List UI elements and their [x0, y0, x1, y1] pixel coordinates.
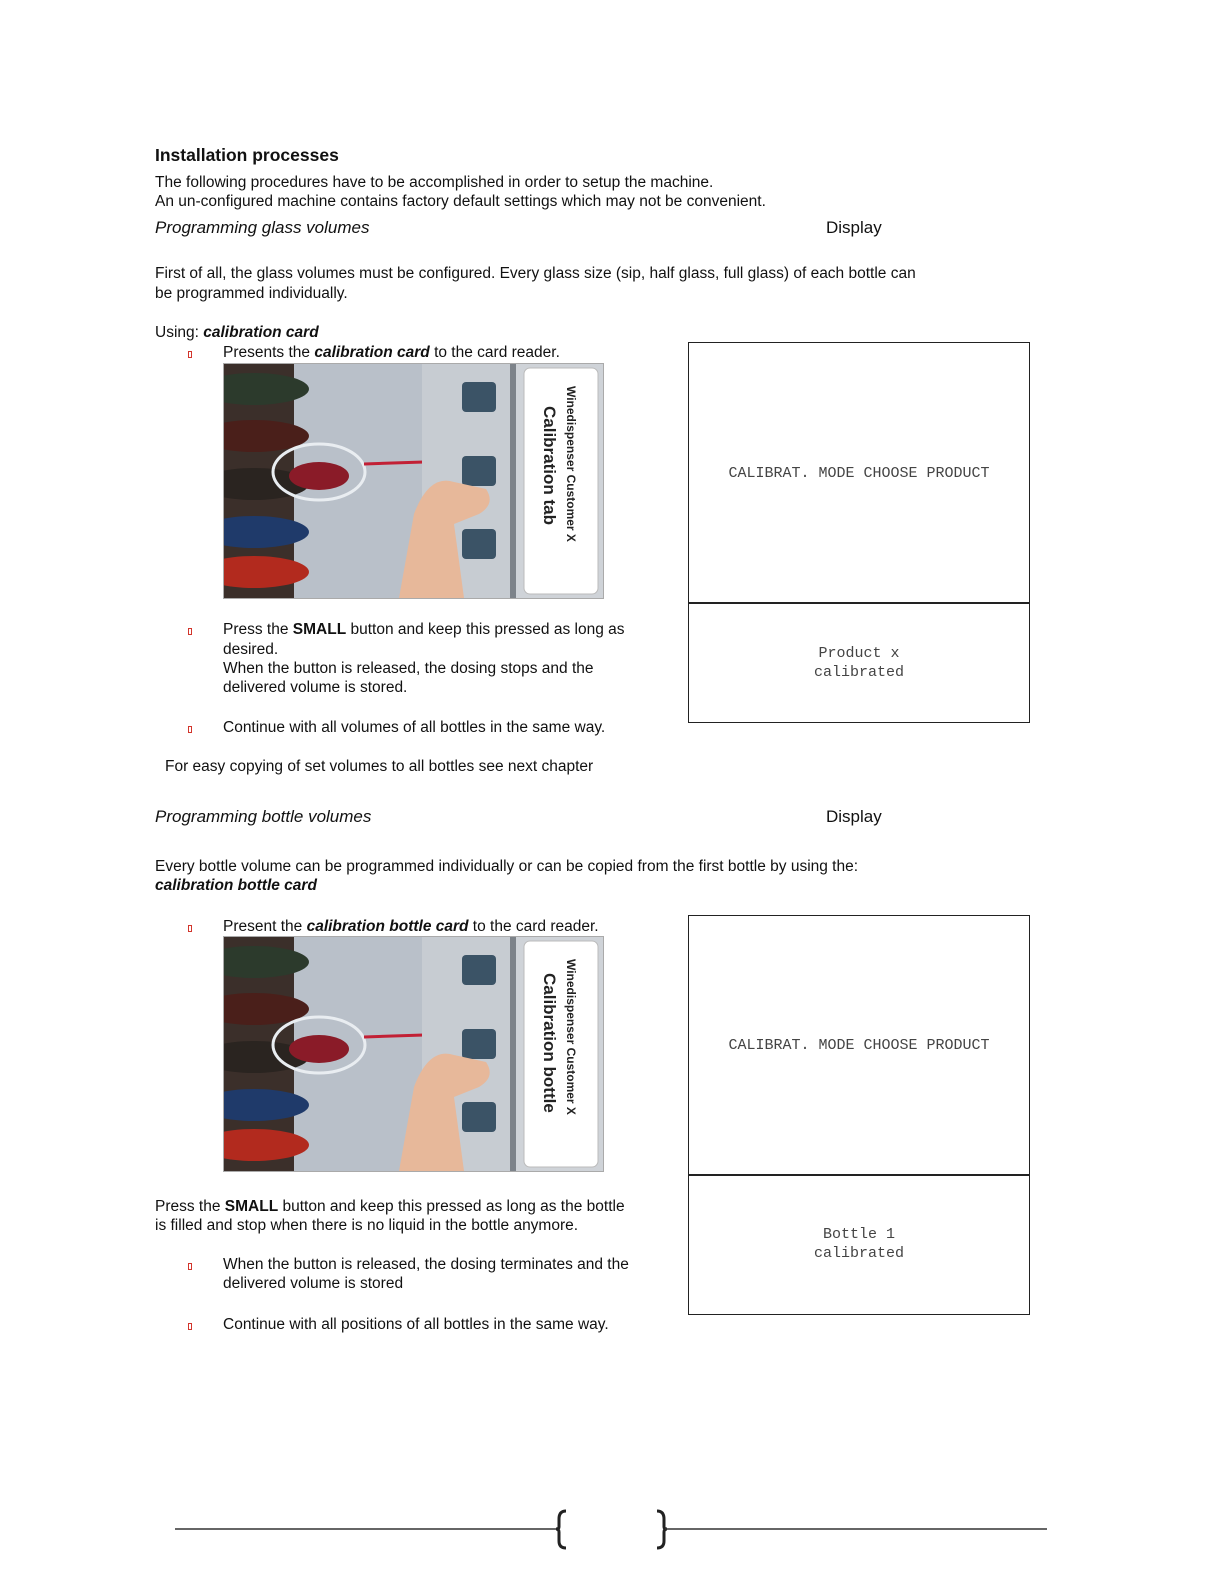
bullet-icon: [188, 351, 192, 358]
photo1-small-text: Winedispenser Customer X: [564, 386, 578, 542]
s2-step1-card: calibration bottle card: [306, 918, 469, 935]
section2-step2-line-2: delivered volume is stored: [223, 1275, 404, 1292]
step1-card: calibration card: [314, 344, 430, 361]
section1-display-label: Display: [826, 218, 882, 237]
photo2-small-text: Winedispenser Customer X: [564, 959, 578, 1115]
section2-display-label: Display: [826, 807, 882, 826]
section2-title: Programming bottle volumes: [155, 807, 372, 826]
using-card: calibration card: [203, 324, 319, 341]
using-prefix: Using:: [155, 324, 204, 341]
section2-step1: [223, 917, 599, 936]
step2-bold: SMALL: [292, 621, 347, 638]
step1-post: to the card reader.: [429, 344, 560, 361]
display2-bottom-line-1: Bottle 1: [822, 1226, 895, 1243]
section1-desc-line-2: be programmed individually.: [155, 285, 348, 302]
press-pre: Press the: [155, 1198, 225, 1215]
section1-step2-line-1: [223, 620, 625, 639]
section1-note: For easy copying of set volumes to all bottles see next chapter: [165, 758, 594, 775]
section1-title: Programming glass volumes: [155, 218, 370, 237]
bullet-icon: [188, 925, 192, 932]
using-line: [155, 323, 319, 342]
bullet-icon: [188, 1263, 192, 1270]
display1-bottom-line-1: Product x: [818, 645, 900, 662]
press-post: button and keep this pressed as long as the bottle: [278, 1198, 625, 1215]
s2-step1-post: to the card reader.: [468, 918, 599, 935]
section2-step2-line-1: When the button is released, the dosing terminates and the: [223, 1256, 629, 1273]
display2-bottom-line-2: calibrated: [813, 1245, 904, 1262]
s2-step1-pre: Present the: [223, 918, 307, 935]
page-heading: Installation processes: [155, 145, 339, 165]
step2-post: button and keep this pressed as long as: [346, 621, 625, 638]
display1-top: [688, 342, 1030, 604]
step1-pre: Presents the: [223, 344, 315, 361]
step2-pre: Press the: [223, 621, 293, 638]
intro-line-1: The following procedures have to be accomplished in order to setup the machine.: [155, 174, 714, 191]
display2-top-text: CALIBRAT. MODE CHOOSE PRODUCT: [728, 1037, 990, 1054]
bullet-icon: [188, 628, 192, 635]
section2-press-line-1: [155, 1197, 625, 1216]
section2-step3: Continue with all positions of all bottles in the same way.: [223, 1316, 609, 1333]
intro-line-2: An un-configured machine contains factory default settings which may not be convenient.: [155, 193, 766, 210]
photo1-big-text: Calibration tab: [540, 406, 559, 526]
section1-step2-line-2: desired.: [223, 641, 279, 658]
press-bold: SMALL: [224, 1198, 279, 1215]
bullet-icon: [188, 726, 192, 733]
display1-bottom: [688, 602, 1030, 723]
photo2-big-text: Calibration bottle: [540, 973, 559, 1113]
section1-step1: [223, 343, 560, 362]
display1-top-text: CALIBRAT. MODE CHOOSE PRODUCT: [728, 465, 990, 482]
section1-desc-line-1: First of all, the glass volumes must be configured. Every glass size (sip, half glass, full glass) of each bottle can: [155, 265, 916, 282]
bullet-icon: [188, 1323, 192, 1330]
calibration-bottle-card-photo: [223, 936, 604, 1172]
footer-divider: [175, 1505, 1047, 1553]
display2-bottom: [688, 1174, 1030, 1315]
section1-step2-line-4: delivered volume is stored.: [223, 679, 408, 696]
section2-press-line-2: is filled and stop when there is no liquid in the bottle anymore.: [155, 1217, 579, 1234]
display2-top: [688, 915, 1030, 1176]
section2-desc-line-1: Every bottle volume can be programmed individually or can be copied from the first bottle by using the:: [155, 858, 859, 875]
display1-bottom-line-2: calibrated: [813, 664, 904, 681]
section2-desc-card: calibration bottle card: [155, 877, 317, 894]
calibration-card-photo: [223, 363, 604, 599]
section1-step2-line-3: When the button is released, the dosing stops and the: [223, 660, 594, 677]
section1-step3: Continue with all volumes of all bottles in the same way.: [223, 719, 606, 736]
